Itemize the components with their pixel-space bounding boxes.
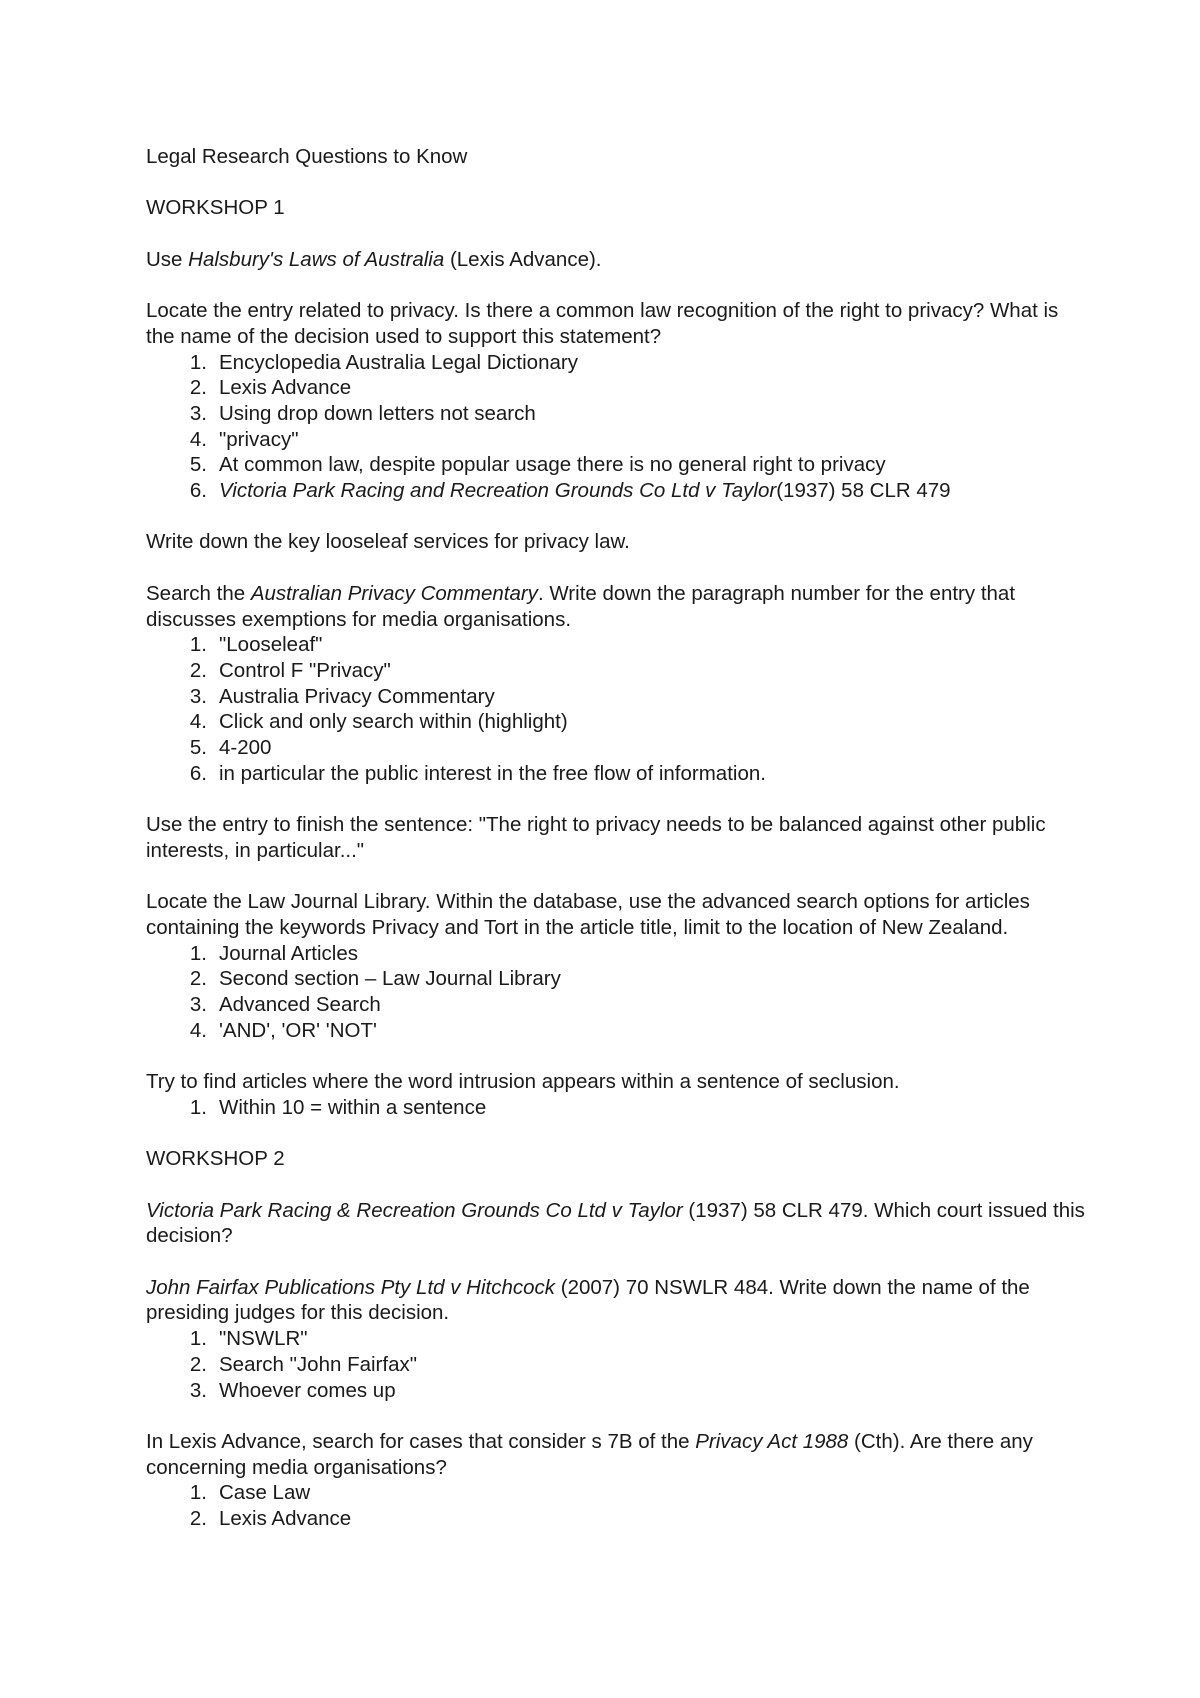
workshop-2-heading: WORKSHOP 2 [146,1147,285,1171]
list-item: 2. Control F "Privacy" [189,658,391,682]
steps-privacy-commentary [146,632,1086,786]
question-law-journal-library: Locate the Law Journal Library. Within the database, use the advanced search options for articles containing the keywords Privacy and Tort in the article title, limit to the location of New Zealand. [146,890,1030,939]
document-title: Legal Research Questions to Know [146,145,468,168]
workshop-1-heading: WORKSHOP 1 [146,196,285,220]
question-finish-sentence: Use the entry to finish the sentence: "The right to privacy needs to be balanced against other public interests, in particular..." [146,813,1046,862]
steps-law-journal-library [146,941,1086,1044]
list-item: 3. Advanced Search [189,993,381,1017]
list-item: 1. Within 10 = within a sentence [189,1095,487,1119]
list-item: 3. Using drop down letters not search [189,401,536,425]
list-item: 2. Lexis Advance [189,376,352,400]
list-item: 2. Second section – Law Journal Library [189,967,561,991]
list-item: 4. Click and only search within (highlight) [189,710,568,734]
steps-privacy-act-cases [146,1480,1086,1531]
list-item: 4. "privacy" [189,427,299,451]
list-item: 2. Search "John Fairfax" [189,1352,418,1376]
question-looseleaf: Write down the key looseleaf services for privacy law. [146,530,630,554]
list-item: 4. 'AND', 'OR' 'NOT' [189,1018,377,1042]
list-item: 3. Whoever comes up [189,1378,396,1402]
question-privacy-entry: Locate the entry related to privacy. Is there a common law recognition of the right to privacy? What is the name of the decision used to support this statement? [146,299,1059,348]
list-item: 6. Victoria Park Racing and Recreation Grounds Co Ltd v Taylor(1937) 58 CLR 479 [189,479,951,503]
list-item: 1. "Looseleaf" [189,633,323,657]
list-item: 5. At common law, despite popular usage there is no general right to privacy [189,453,886,477]
list-item: 1. Journal Articles [189,941,359,965]
list-item: 1. Case Law [189,1481,311,1505]
list-item: 5. 4-200 [189,736,272,760]
steps-privacy-entry [146,350,1086,504]
question-privacy-act-cases: In Lexis Advance, search for cases that consider s 7B of the Privacy Act 1988 (Cth). Are there any concerning media organisations? [146,1429,1033,1479]
workshop-1-intro: Use Halsbury's Laws of Australia (Lexis Advance). [146,247,602,271]
list-item: 3. Australia Privacy Commentary [189,684,495,708]
steps-fairfax-judges [146,1326,1086,1403]
question-privacy-commentary: Search the Australian Privacy Commentary. Write down the paragraph number for the entry that discusses exemptions for media organisations. [146,581,1016,631]
list-item: 1. "NSWLR" [189,1327,308,1351]
list-item: 1. Encyclopedia Australia Legal Dictionary [189,350,578,374]
document-page [146,144,1086,1557]
question-fairfax-judges: John Fairfax Publications Pty Ltd v Hitchcock (2007) 70 NSWLR 484. Write down the name of the presiding judges for this decision. [146,1275,1030,1325]
list-item: 6. in particular the public interest in the free flow of information. [189,761,766,785]
question-intrusion-seclusion: Try to find articles where the word intrusion appears within a sentence of seclusion. [146,1070,900,1094]
question-victoria-park-court: Victoria Park Racing & Recreation Grounds Co Ltd v Taylor (1937) 58 CLR 479. Which court issued this decision? [146,1198,1085,1248]
steps-intrusion-seclusion [146,1095,1086,1121]
list-item: 2. Lexis Advance [189,1507,352,1531]
